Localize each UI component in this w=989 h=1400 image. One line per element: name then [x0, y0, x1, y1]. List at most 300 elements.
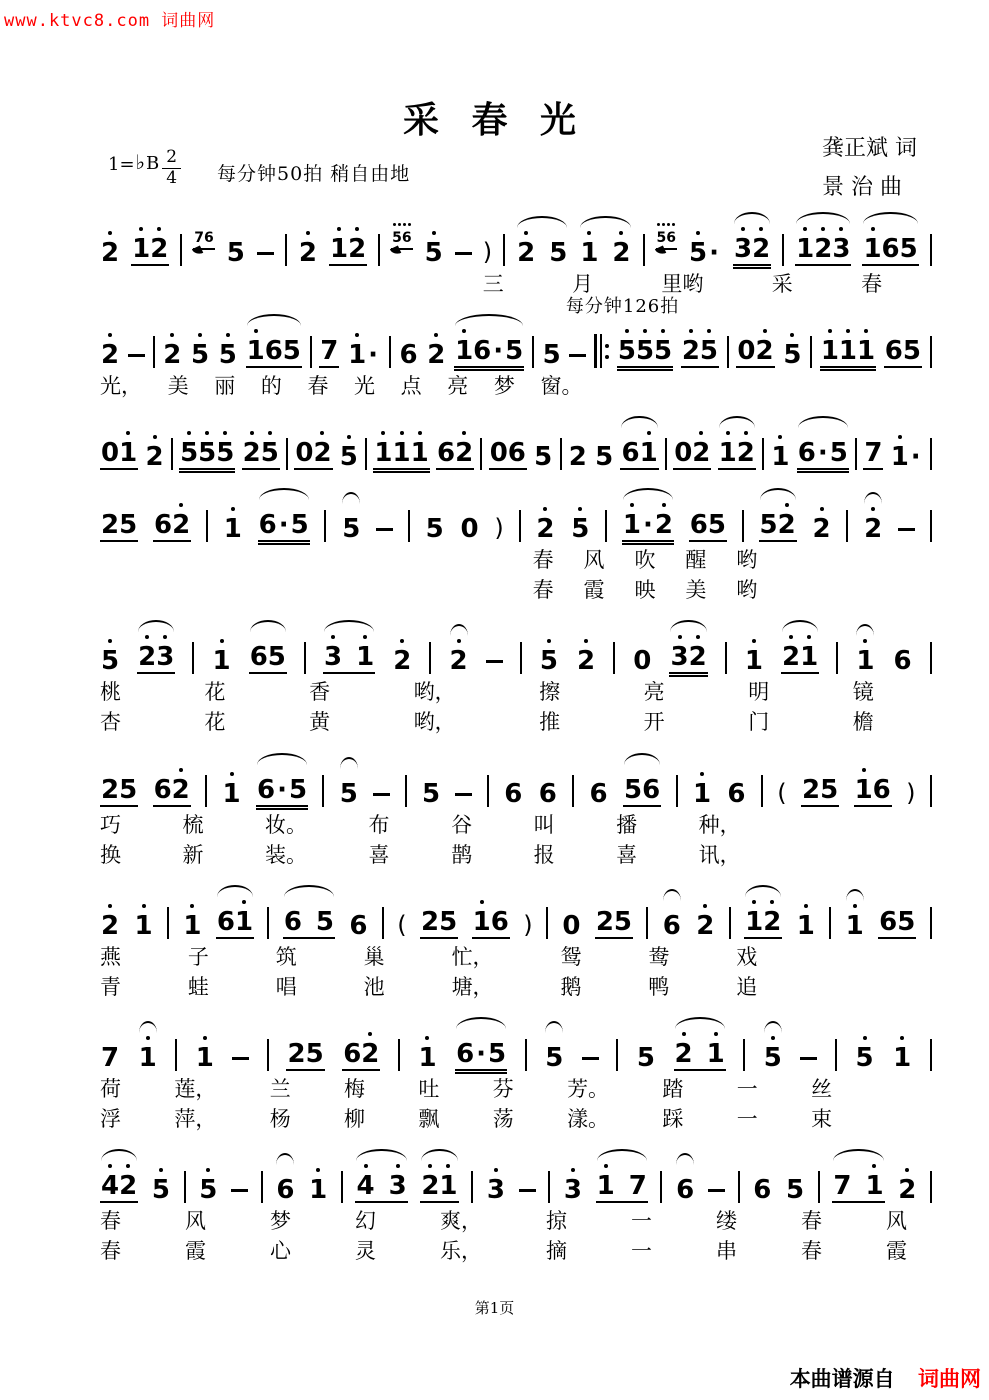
note-digit: 5	[226, 238, 245, 268]
note-digit: 3	[156, 634, 174, 670]
bar-line	[616, 1039, 618, 1071]
lyrics-row-1	[100, 681, 932, 704]
note-digit: 0	[633, 646, 652, 677]
lyric-syllable: 一	[631, 1239, 652, 1264]
dash-note	[376, 528, 393, 531]
note-token	[533, 434, 553, 473]
bar-line	[835, 1039, 837, 1071]
note-digit: 7	[864, 438, 883, 469]
note-digit: 2	[612, 230, 630, 266]
note-digit: 3	[670, 634, 688, 670]
note-digit: 5	[899, 234, 918, 264]
note-token	[100, 767, 138, 807]
note-token	[329, 226, 367, 266]
bar-line	[818, 1171, 820, 1203]
lyric-syllable: 擦	[539, 680, 561, 705]
note-digit: 3	[564, 1167, 582, 1203]
lyrics-row-2	[100, 579, 932, 602]
note-digit: 7	[320, 336, 339, 367]
lyric-syllable: 追	[736, 974, 758, 999]
note-token	[733, 226, 771, 266]
note-digit: 6	[727, 778, 746, 809]
lyric-syllable: 巧	[100, 812, 121, 837]
note-token	[426, 332, 446, 371]
note-digit: 1	[623, 502, 641, 538]
note-digit: 4	[356, 1163, 374, 1199]
note-digit: 5	[897, 906, 916, 937]
note-digit: 2	[689, 634, 707, 670]
note-digit: 1	[411, 430, 429, 466]
note-digit: 5	[689, 230, 707, 266]
lyric-syllable: 报	[533, 842, 555, 867]
note-token	[144, 434, 164, 473]
note-digit: 2	[421, 1163, 439, 1199]
note-digit: 2	[864, 506, 882, 542]
bar-line	[742, 510, 744, 542]
note-digit: 5	[339, 778, 358, 809]
note-digit: 1	[693, 771, 711, 807]
note-digit: 5	[288, 774, 308, 805]
bar-line	[762, 438, 764, 470]
parenthesis: )	[906, 778, 916, 807]
note-digit: 7	[194, 230, 205, 246]
note-token	[542, 332, 562, 371]
parenthesis: (	[397, 910, 407, 939]
bar-line	[930, 1039, 932, 1071]
note-digit: 5	[191, 332, 209, 368]
bar-line	[378, 234, 380, 266]
dash-note	[128, 354, 145, 357]
augmentation-dot: ·	[910, 442, 921, 473]
lyrics-row-2	[100, 1240, 932, 1263]
lyric-syllable: 一	[631, 1209, 652, 1234]
bar-line	[405, 775, 407, 807]
lyric-syllable: 一	[736, 1076, 758, 1101]
note-digit: 6	[676, 1175, 695, 1206]
note-token	[832, 1163, 884, 1203]
lyric-syllable: 串	[716, 1239, 737, 1264]
bar-line	[930, 336, 932, 368]
note-digit: 6	[538, 778, 557, 809]
note-digit: 1	[247, 328, 265, 364]
augmentation-dot: ·	[493, 336, 504, 367]
note-token	[420, 899, 458, 939]
augmentation-dot: ·	[368, 340, 379, 371]
lyric-syllable: 荡	[492, 1107, 514, 1132]
lyric-syllable: 塘，	[451, 974, 494, 999]
lyric-syllable: 摘	[546, 1239, 567, 1264]
note-digit: 2	[675, 1031, 693, 1067]
note-digit: 5	[700, 328, 718, 364]
bar-line	[761, 775, 763, 807]
note-token	[256, 767, 308, 807]
bar-line	[676, 775, 678, 807]
note-digit: 6	[666, 222, 676, 246]
lyric-syllable: 美	[685, 578, 707, 603]
note-token	[417, 1035, 437, 1071]
lyrics-row-2	[100, 711, 932, 734]
note-digit: 5	[392, 222, 402, 246]
lyric-syllable: 鸳	[560, 944, 582, 969]
lyric-syllable: 吹	[634, 548, 656, 573]
lyric-syllable: 筑	[275, 944, 297, 969]
note-digit: 5	[636, 328, 654, 364]
system-1	[100, 212, 932, 296]
note-digit: 6	[753, 1175, 772, 1206]
tempo-marking: 每分钟50拍 稍自由地	[217, 163, 411, 186]
note-token	[391, 222, 413, 250]
bar-line	[532, 336, 534, 368]
bar-line	[408, 510, 410, 542]
note-digit: 5	[624, 774, 643, 805]
lyric-syllable: 谷	[451, 812, 473, 837]
lyric-syllable: 喜	[368, 842, 390, 867]
note-digit: 2	[756, 328, 774, 364]
note-digit: 1	[640, 430, 658, 466]
note-token	[688, 230, 722, 266]
note-token	[820, 328, 876, 368]
note-token	[855, 638, 875, 677]
note-digit: 2	[119, 1163, 137, 1199]
bar-line	[729, 907, 731, 939]
note-token	[242, 430, 280, 470]
note-digit: 1	[800, 634, 818, 670]
lyric-syllable: 芬	[492, 1076, 514, 1101]
tempo-marking-2: 每分钟126拍	[565, 296, 680, 318]
note-token	[319, 328, 339, 368]
lyric-syllable: 光	[354, 374, 376, 399]
meter-denominator: 4	[166, 167, 178, 188]
lyrics-row-1	[100, 1210, 932, 1233]
lyric-syllable: 风	[583, 548, 605, 573]
note-digit: 1	[134, 903, 152, 939]
dash-note	[519, 1189, 536, 1192]
note-digit: 5	[636, 1042, 655, 1073]
note-digit: 1	[213, 638, 231, 674]
note-digit: 1	[196, 1035, 214, 1071]
note-token	[544, 1035, 564, 1071]
lyric-syllable: 明	[748, 680, 770, 705]
note-token	[246, 328, 302, 368]
note-token	[179, 430, 235, 470]
parenthesis: )	[494, 514, 504, 543]
bar-line	[930, 775, 932, 807]
note-digit: 0	[562, 910, 581, 941]
key-signature-row	[108, 148, 410, 188]
lyric-syllable: 鹊	[451, 842, 473, 867]
system-7	[100, 885, 932, 999]
note-token	[286, 1031, 324, 1071]
bar-line	[930, 510, 932, 542]
note-token	[460, 506, 480, 545]
note-digit: 2	[287, 1038, 306, 1069]
lyric-syllable: 忙，	[451, 944, 494, 969]
note-digit: 5	[315, 906, 334, 937]
note-digit: 6	[642, 774, 661, 805]
note-token	[355, 1163, 407, 1203]
lyric-syllable: 花	[204, 680, 226, 705]
note-token	[137, 634, 175, 674]
dash-note	[257, 252, 274, 255]
note-token	[489, 430, 527, 470]
note-token	[420, 1163, 458, 1203]
lyric-syllable: 柳	[344, 1107, 366, 1132]
note-token	[195, 1035, 215, 1071]
credits	[822, 130, 917, 207]
note-digit: 1	[796, 226, 814, 262]
note-digit: 1	[745, 899, 763, 935]
note-digit: 5	[340, 434, 358, 470]
note-digit: 1	[235, 899, 253, 935]
note-digit: 1	[893, 1035, 911, 1071]
lyric-syllable: 丽	[214, 374, 236, 399]
bar-line	[930, 234, 932, 266]
bar-line	[560, 438, 562, 470]
note-digit: 5	[199, 1167, 217, 1203]
bar-line	[503, 234, 505, 266]
bar-line	[930, 907, 932, 939]
note-token	[845, 903, 865, 939]
note-digit: 2	[752, 226, 770, 262]
note-token	[576, 638, 596, 677]
bar-line	[167, 907, 169, 939]
note-digit: 2	[692, 430, 710, 466]
note-digit: 0	[101, 438, 120, 469]
bar-line	[382, 907, 384, 939]
system-9	[100, 1149, 932, 1263]
note-token	[744, 638, 764, 677]
lyric-syllable: 哟，	[413, 710, 456, 735]
note-digit: 3	[487, 1167, 505, 1203]
note-token	[398, 332, 418, 371]
bar-line	[171, 438, 173, 470]
bar-line	[341, 1171, 343, 1203]
lyric-syllable: 灵	[355, 1239, 376, 1264]
system-3	[100, 416, 932, 473]
note-digit: 1	[857, 328, 875, 364]
note-token	[673, 430, 711, 470]
note-digit: 2	[577, 638, 595, 674]
note-digit: 2	[898, 1167, 916, 1203]
note-token	[153, 502, 191, 542]
note-digit: 5	[101, 638, 119, 674]
note-token	[623, 767, 661, 807]
lyric-syllable: 亮	[447, 374, 469, 399]
note-token	[561, 903, 581, 939]
lyric-syllable: 妆。	[265, 812, 308, 837]
bar-line	[261, 1171, 263, 1203]
note-token	[596, 1163, 648, 1203]
note-digit: 5	[618, 328, 636, 364]
note-digit: 2	[595, 906, 614, 937]
note-digit: 2	[450, 638, 468, 674]
note-digit: 1	[139, 1035, 157, 1071]
note-digit: 2	[145, 434, 163, 470]
bar-line	[389, 336, 391, 368]
notes-row	[100, 885, 932, 939]
note-digit: 6	[621, 438, 640, 469]
note-token	[449, 638, 469, 677]
flat-icon: ♭	[135, 150, 145, 175]
note-token	[579, 230, 631, 266]
note-digit: 1	[183, 903, 201, 939]
lyric-syllable: 种，	[698, 812, 741, 837]
lyrics-row-1	[100, 549, 932, 572]
lyric-syllable: 巢	[363, 944, 385, 969]
lyrics-row-2	[100, 1108, 932, 1131]
lyric-syllable: 春	[801, 1239, 822, 1264]
note-digit: 6	[490, 906, 509, 937]
note-token	[298, 230, 318, 266]
lyric-syllable: 春	[100, 1209, 121, 1234]
note-digit: 6	[349, 910, 368, 941]
lyric-syllable: 装。	[265, 842, 308, 867]
note-token	[190, 332, 210, 371]
note-token	[193, 222, 215, 250]
bar-line	[646, 907, 648, 939]
bar-line	[267, 907, 269, 939]
bar-line	[743, 1039, 745, 1071]
lyric-syllable: 幻	[355, 1209, 376, 1234]
bar-line	[829, 907, 831, 939]
note-digit: 1	[865, 1163, 883, 1199]
bar-line	[548, 1171, 550, 1203]
note-digit: 2	[782, 634, 800, 670]
repeat-start-bar	[594, 334, 609, 368]
note-digit: 6	[884, 336, 903, 367]
bar-line	[487, 775, 489, 807]
note-token	[516, 230, 568, 266]
note-token	[339, 434, 359, 473]
note-token	[662, 903, 682, 939]
note-digit: 6	[504, 778, 523, 809]
composer-credit: 景 治 曲	[822, 174, 902, 200]
dash-note	[800, 1057, 817, 1060]
note-token	[669, 634, 707, 674]
bar-line	[398, 1039, 400, 1071]
note-digit: 1	[797, 903, 815, 939]
note-digit: 5	[759, 510, 778, 541]
note-digit: 2	[536, 506, 554, 542]
bar-line	[520, 642, 522, 674]
note-token	[283, 899, 335, 939]
watermark: www.ktvc8.com 词曲网	[4, 11, 216, 31]
note-token	[689, 502, 727, 542]
augmentation-dot: ·	[277, 774, 287, 805]
system-2	[100, 296, 932, 399]
note-digit: 6	[456, 1038, 475, 1069]
note-digit: 7	[101, 1042, 120, 1073]
note-digit: 7	[628, 1171, 647, 1202]
note-token	[854, 767, 892, 807]
note-digit: 2	[101, 510, 120, 541]
note-token	[539, 638, 559, 677]
lyric-syllable: 春	[532, 578, 554, 603]
note-token	[138, 1035, 158, 1071]
note-digit: 2	[517, 230, 535, 266]
note-digit: 5	[290, 510, 309, 541]
note-token	[218, 332, 238, 371]
lyric-syllable: 换	[100, 842, 121, 867]
bar-line	[836, 642, 838, 674]
lyric-syllable: 霞	[886, 1239, 907, 1264]
note-digit: 1	[856, 638, 874, 674]
note-digit: 4	[101, 1163, 119, 1199]
note-digit: 1	[330, 226, 348, 262]
lyric-syllable: 风	[185, 1209, 206, 1234]
note-digit: 1	[707, 1031, 725, 1067]
lyric-syllable: 醒	[685, 548, 707, 573]
note-digit: 1	[455, 328, 473, 364]
bar-line	[429, 642, 431, 674]
bar-line	[192, 642, 194, 674]
note-digit: 1	[473, 899, 491, 935]
meter-numerator: 2	[162, 148, 181, 169]
note-digit: 6	[879, 906, 898, 937]
lyric-syllable: 霞	[185, 1239, 206, 1264]
note-token	[752, 1167, 772, 1206]
lyrics-row-2	[100, 976, 932, 999]
lyric-syllable: 播	[616, 812, 638, 837]
note-token	[341, 506, 361, 545]
note-token	[392, 638, 412, 677]
note-digit: 6	[402, 222, 412, 246]
note-digit: 2	[150, 226, 168, 262]
lyric-syllable: 布	[368, 812, 390, 837]
note-digit: 2	[101, 332, 119, 368]
lyric-syllable: 霞	[583, 578, 605, 603]
note-digit: 1	[719, 430, 737, 466]
note-token	[153, 767, 191, 807]
bar-line	[153, 336, 155, 368]
note-token	[424, 230, 444, 266]
note-digit: 1	[855, 767, 873, 803]
note-digit: 5	[198, 430, 216, 466]
lyric-syllable: 讯，	[698, 842, 741, 867]
lyric-syllable: 鹅	[560, 974, 582, 999]
lyric-syllable: 风	[886, 1209, 907, 1234]
lyric-syllable: 燕	[100, 944, 121, 969]
note-token	[216, 899, 254, 939]
score	[100, 212, 932, 1263]
lyrics-row-2	[100, 844, 932, 867]
note-token	[594, 434, 614, 473]
note-digit: 5	[425, 514, 444, 545]
note-token	[100, 638, 120, 677]
bar-line	[206, 510, 208, 542]
note-digit: 2	[696, 903, 714, 939]
note-token	[182, 903, 202, 939]
note-digit: 0	[674, 438, 693, 469]
notes-row	[100, 1017, 932, 1071]
note-token	[212, 638, 232, 677]
note-digit: 1	[863, 226, 881, 262]
note-digit: 5	[261, 430, 279, 466]
note-token	[595, 899, 633, 939]
note-token	[718, 430, 756, 470]
note-digit: 2	[243, 430, 261, 466]
lyric-syllable: 青	[100, 974, 121, 999]
lyric-syllable: 踏	[662, 1076, 684, 1101]
note-token	[744, 899, 782, 939]
note-token	[131, 226, 169, 266]
bar-line	[782, 234, 784, 266]
notes-row	[100, 212, 932, 266]
lyric-syllable: 吐	[418, 1076, 440, 1101]
lyric-syllable: 春	[861, 272, 883, 296]
note-token	[681, 328, 719, 368]
note-digit: 5	[855, 1035, 873, 1071]
